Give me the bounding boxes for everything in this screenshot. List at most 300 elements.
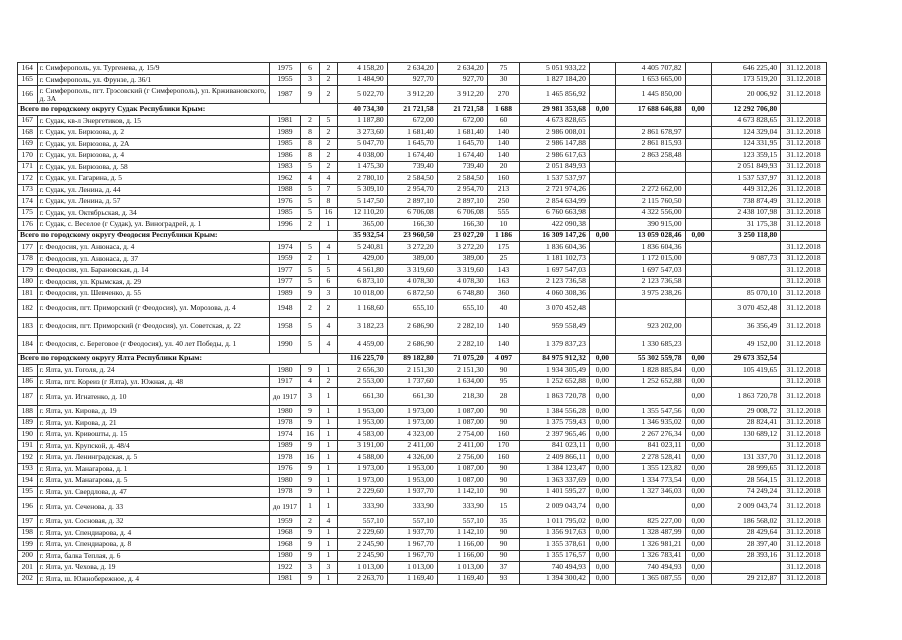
row-number: 175 bbox=[18, 207, 38, 219]
row-address: г. Феодосия, пгт. Приморский (г Феодосия), ул. Морозова, д. 4 bbox=[37, 299, 270, 317]
row-zero-1: 0,00 bbox=[589, 527, 615, 539]
row-area-living: 3 912,20 bbox=[387, 86, 437, 104]
subtotal-area-living: 21 721,58 bbox=[387, 104, 437, 116]
row-cost: 1 934 305,49 bbox=[520, 365, 590, 377]
row-date: 31.12.2018 bbox=[781, 463, 827, 475]
row-year: 1968 bbox=[270, 527, 300, 539]
row-address: г. Ялта, ул. Спендиарова, д. 4 bbox=[37, 527, 270, 539]
row-entrances: 2 bbox=[320, 74, 337, 86]
row-area-living: 3 319,60 bbox=[387, 265, 437, 277]
row-address: г. Феодосия, ул. Анюнаса, д. 4 bbox=[37, 242, 270, 254]
row-date: 31.12.2018 bbox=[781, 440, 827, 452]
row-area-residential: 2 754,00 bbox=[437, 429, 487, 441]
row-year: 1983 bbox=[270, 161, 300, 173]
row-fund-1: 1 346 935,02 bbox=[615, 417, 685, 429]
row-residents: 35 bbox=[487, 516, 520, 528]
row-year: 1996 bbox=[270, 219, 300, 231]
row-address: г. Симферополь, ул. Фрунзе, д. 36/1 bbox=[37, 74, 270, 86]
row-residents: 140 bbox=[487, 335, 520, 353]
row-number: 189 bbox=[18, 417, 38, 429]
row-floors: 9 bbox=[300, 417, 320, 429]
row-area-total: 4 561,80 bbox=[337, 265, 387, 277]
row-area-living: 4 323,00 bbox=[387, 429, 437, 441]
row-fund-1: 841 023,11 bbox=[615, 440, 685, 452]
row-year: 1948 bbox=[270, 299, 300, 317]
row-entrances: 2 bbox=[320, 161, 337, 173]
row-cost: 1 697 547,03 bbox=[520, 265, 590, 277]
row-area-living: 672,00 bbox=[387, 115, 437, 127]
row-number: 181 bbox=[18, 288, 38, 300]
row-zero-2 bbox=[685, 63, 711, 75]
row-residents: 90 bbox=[487, 406, 520, 418]
row-year: 1975 bbox=[270, 63, 300, 75]
row-area-total: 1 475,30 bbox=[337, 161, 387, 173]
row-fund-2: 31 175,38 bbox=[711, 219, 781, 231]
row-fund-2: 4 673 828,65 bbox=[711, 115, 781, 127]
row-area-total: 6 873,10 bbox=[337, 276, 387, 288]
row-address: г. Ялта, балка Теплая, д. 6 bbox=[37, 550, 270, 562]
row-fund-1 bbox=[615, 115, 685, 127]
row-date: 31.12.2018 bbox=[781, 86, 827, 104]
row-floors: 5 bbox=[300, 276, 320, 288]
table-row bbox=[18, 74, 877, 86]
row-zero-2: 0,00 bbox=[685, 475, 711, 487]
row-residents: 75 bbox=[487, 63, 520, 75]
row-address: г. Ялта, ул. Манагарова, д. 5 bbox=[37, 475, 270, 487]
row-area-living: 4 078,30 bbox=[387, 276, 437, 288]
row-residents: 90 bbox=[487, 365, 520, 377]
row-zero-2 bbox=[685, 161, 711, 173]
row-floors: 2 bbox=[300, 253, 320, 265]
row-fund-2: 124 329,04 bbox=[711, 127, 781, 139]
row-fund-1: 2 863 258,48 bbox=[615, 150, 685, 162]
row-fund-1: 2 278 528,41 bbox=[615, 452, 685, 464]
table-row bbox=[18, 475, 877, 487]
row-fund-2: 29 008,72 bbox=[711, 406, 781, 418]
subtotal-zero-2: 0,00 bbox=[685, 230, 711, 242]
row-entrances: 1 bbox=[320, 573, 337, 585]
row-residents: 160 bbox=[487, 452, 520, 464]
row-area-residential: 2 584,50 bbox=[437, 173, 487, 185]
row-zero-1 bbox=[589, 207, 615, 219]
row-area-total: 333,90 bbox=[337, 498, 387, 516]
row-date: 31.12.2018 bbox=[781, 173, 827, 185]
subtotal-row bbox=[18, 104, 877, 116]
row-entrances: 2 bbox=[320, 376, 337, 388]
row-entrances: 16 bbox=[320, 207, 337, 219]
row-entrances: 2 bbox=[320, 86, 337, 104]
row-area-residential: 1 166,00 bbox=[437, 539, 487, 551]
row-area-residential: 2 282,10 bbox=[437, 335, 487, 353]
row-zero-2 bbox=[685, 138, 711, 150]
row-address: г. Ялта, ул. Сеченова, д. 33 bbox=[37, 498, 270, 516]
row-date: 31.12.2018 bbox=[781, 498, 827, 516]
row-year: 1959 bbox=[270, 516, 300, 528]
row-area-total: 429,00 bbox=[337, 253, 387, 265]
row-year: 1977 bbox=[270, 265, 300, 277]
row-zero-2 bbox=[685, 207, 711, 219]
row-residents: 163 bbox=[487, 276, 520, 288]
row-zero-1 bbox=[589, 335, 615, 353]
row-number: 188 bbox=[18, 406, 38, 418]
row-year: 1980 bbox=[270, 550, 300, 562]
row-area-living: 3 272,20 bbox=[387, 242, 437, 254]
row-area-residential: 1 634,00 bbox=[437, 376, 487, 388]
row-date: 31.12.2018 bbox=[781, 161, 827, 173]
row-area-living: 1 953,00 bbox=[387, 463, 437, 475]
row-fund-1: 2 861 678,97 bbox=[615, 127, 685, 139]
row-address: г. Феодосия, ул. Крымская, д. 29 bbox=[37, 276, 270, 288]
row-cost: 4 060 308,36 bbox=[520, 288, 590, 300]
row-cost: 1 384 123,47 bbox=[520, 463, 590, 475]
row-fund-2: 28 824,41 bbox=[711, 417, 781, 429]
row-fund-1 bbox=[615, 498, 685, 516]
row-address: г. Ялта, ш. Южнобережное, д. 4 bbox=[37, 573, 270, 585]
subtotal-title: Всего по городскому округу Судак Республики Крым: bbox=[18, 104, 338, 116]
row-floors: 5 bbox=[300, 207, 320, 219]
row-zero-2: 0,00 bbox=[685, 376, 711, 388]
row-floors: 6 bbox=[300, 63, 320, 75]
row-entrances: 1 bbox=[320, 550, 337, 562]
row-fund-1: 390 915,00 bbox=[615, 219, 685, 231]
row-floors: 5 bbox=[300, 335, 320, 353]
row-floors: 3 bbox=[300, 388, 320, 406]
row-date: 31.12.2018 bbox=[781, 63, 827, 75]
row-residents: 160 bbox=[487, 429, 520, 441]
subtotal-zero-1: 0,00 bbox=[589, 104, 615, 116]
row-residents: 360 bbox=[487, 288, 520, 300]
table-row bbox=[18, 207, 877, 219]
row-year: 1989 bbox=[270, 288, 300, 300]
row-area-total: 4 583,00 bbox=[337, 429, 387, 441]
row-year: 1974 bbox=[270, 429, 300, 441]
row-number: 182 bbox=[18, 299, 38, 317]
registry-sheet bbox=[17, 62, 877, 585]
row-cost: 2 721 974,26 bbox=[520, 184, 590, 196]
row-fund-1: 1 836 604,36 bbox=[615, 242, 685, 254]
row-number: 169 bbox=[18, 138, 38, 150]
housing-registry-table bbox=[17, 62, 877, 585]
row-floors: 5 bbox=[300, 184, 320, 196]
row-year: 1985 bbox=[270, 138, 300, 150]
table-row bbox=[18, 498, 877, 516]
row-fund-2: 1 863 720,78 bbox=[711, 388, 781, 406]
row-area-total: 1 484,90 bbox=[337, 74, 387, 86]
row-fund-1: 1 828 885,84 bbox=[615, 365, 685, 377]
row-zero-2 bbox=[685, 276, 711, 288]
row-floors: 3 bbox=[300, 562, 320, 574]
row-date: 31.12.2018 bbox=[781, 475, 827, 487]
table-row bbox=[18, 562, 877, 574]
row-area-total: 4 588,00 bbox=[337, 452, 387, 464]
subtotal-row bbox=[18, 353, 877, 365]
row-number: 190 bbox=[18, 429, 38, 441]
row-area-residential: 2 634,20 bbox=[437, 63, 487, 75]
row-address: г. Судак, ул. Бирюзова, д. 4 bbox=[37, 150, 270, 162]
subtotal-zero-1: 0,00 bbox=[589, 353, 615, 365]
row-date: 31.12.2018 bbox=[781, 299, 827, 317]
row-address: г. Ялта, пгт. Кореиз (г Ялта), ул. Южная, д. 48 bbox=[37, 376, 270, 388]
row-zero-1 bbox=[589, 86, 615, 104]
row-area-residential: 1 013,00 bbox=[437, 562, 487, 574]
row-zero-1: 0,00 bbox=[589, 376, 615, 388]
row-year: 1917 bbox=[270, 376, 300, 388]
table-row bbox=[18, 173, 877, 185]
row-zero-1: 0,00 bbox=[589, 475, 615, 487]
row-address: г. Феодосия, пгт. Приморский (г Феодосия), ул. Советская, д. 22 bbox=[37, 317, 270, 335]
row-area-total: 1 187,80 bbox=[337, 115, 387, 127]
row-area-living: 1 967,70 bbox=[387, 539, 437, 551]
row-residents: 270 bbox=[487, 86, 520, 104]
row-area-residential: 3 912,20 bbox=[437, 86, 487, 104]
row-area-living: 557,10 bbox=[387, 516, 437, 528]
row-zero-1: 0,00 bbox=[589, 516, 615, 528]
row-floors: 5 bbox=[300, 265, 320, 277]
row-year: 1989 bbox=[270, 440, 300, 452]
row-cost: 1 827 184,20 bbox=[520, 74, 590, 86]
row-fund-1: 1 445 850,00 bbox=[615, 86, 685, 104]
row-residents: 90 bbox=[487, 527, 520, 539]
row-floors: 9 bbox=[300, 288, 320, 300]
row-residents: 143 bbox=[487, 265, 520, 277]
row-number: 193 bbox=[18, 463, 38, 475]
row-cost: 2 986 008,01 bbox=[520, 127, 590, 139]
table-row bbox=[18, 406, 877, 418]
row-area-total: 5 022,70 bbox=[337, 86, 387, 104]
row-area-living: 1 169,40 bbox=[387, 573, 437, 585]
row-area-total: 1 953,00 bbox=[337, 417, 387, 429]
subtotal-date-empty bbox=[781, 230, 827, 242]
table-row bbox=[18, 317, 877, 335]
row-cost: 1 394 300,42 bbox=[520, 573, 590, 585]
row-zero-1 bbox=[589, 127, 615, 139]
row-number: 200 bbox=[18, 550, 38, 562]
row-cost: 2 051 849,93 bbox=[520, 161, 590, 173]
row-area-residential: 166,30 bbox=[437, 219, 487, 231]
row-cost: 1 537 537,97 bbox=[520, 173, 590, 185]
row-cost: 4 673 828,65 bbox=[520, 115, 590, 127]
row-area-total: 3 273,60 bbox=[337, 127, 387, 139]
row-zero-1: 0,00 bbox=[589, 498, 615, 516]
subtotal-area-residential: 23 027,20 bbox=[437, 230, 487, 242]
row-entrances: 1 bbox=[320, 440, 337, 452]
subtotal-fund-2: 12 292 706,80 bbox=[711, 104, 781, 116]
row-number: 177 bbox=[18, 242, 38, 254]
row-number: 174 bbox=[18, 196, 38, 208]
subtotal-title: Всего по городскому округу Ялта Республики Крым: bbox=[18, 353, 338, 365]
row-number: 192 bbox=[18, 452, 38, 464]
row-zero-2: 0,00 bbox=[685, 486, 711, 498]
row-cost: 2 409 866,11 bbox=[520, 452, 590, 464]
row-residents: 93 bbox=[487, 573, 520, 585]
row-fund-1 bbox=[615, 161, 685, 173]
row-year: 1987 bbox=[270, 86, 300, 104]
row-date: 31.12.2018 bbox=[781, 417, 827, 429]
row-entrances: 1 bbox=[320, 406, 337, 418]
row-entrances: 1 bbox=[320, 365, 337, 377]
row-zero-2 bbox=[685, 173, 711, 185]
row-zero-1 bbox=[589, 299, 615, 317]
row-fund-1: 1 334 773,54 bbox=[615, 475, 685, 487]
row-area-living: 1 645,70 bbox=[387, 138, 437, 150]
row-address: г. Ялта, ул. Кирова, д. 21 bbox=[37, 417, 270, 429]
row-year: 1986 bbox=[270, 150, 300, 162]
row-entrances: 7 bbox=[320, 184, 337, 196]
row-fund-2: 49 152,00 bbox=[711, 335, 781, 353]
row-cost: 1 465 856,92 bbox=[520, 86, 590, 104]
row-date: 31.12.2018 bbox=[781, 219, 827, 231]
row-cost: 1 863 720,78 bbox=[520, 388, 590, 406]
row-cost: 1 384 556,28 bbox=[520, 406, 590, 418]
row-number: 170 bbox=[18, 150, 38, 162]
row-number: 183 bbox=[18, 317, 38, 335]
row-zero-2: 0,00 bbox=[685, 388, 711, 406]
row-zero-1 bbox=[589, 161, 615, 173]
row-fund-1: 1 355 123,82 bbox=[615, 463, 685, 475]
row-zero-1 bbox=[589, 63, 615, 75]
row-year: 1981 bbox=[270, 573, 300, 585]
row-fund-2: 449 312,26 bbox=[711, 184, 781, 196]
row-area-residential: 1 674,40 bbox=[437, 150, 487, 162]
row-entrances: 5 bbox=[320, 115, 337, 127]
row-residents: 140 bbox=[487, 317, 520, 335]
row-area-living: 2 686,90 bbox=[387, 335, 437, 353]
row-area-residential: 2 411,00 bbox=[437, 440, 487, 452]
row-number: 185 bbox=[18, 365, 38, 377]
row-area-residential: 1 169,40 bbox=[437, 573, 487, 585]
row-residents: 213 bbox=[487, 184, 520, 196]
row-fund-2: 2 051 849,93 bbox=[711, 161, 781, 173]
row-zero-2 bbox=[685, 219, 711, 231]
row-zero-2: 0,00 bbox=[685, 452, 711, 464]
row-residents: 30 bbox=[487, 74, 520, 86]
row-cost: 1 836 604,36 bbox=[520, 242, 590, 254]
row-area-total: 2 245,90 bbox=[337, 539, 387, 551]
row-fund-1 bbox=[615, 388, 685, 406]
row-area-residential: 218,30 bbox=[437, 388, 487, 406]
row-address: г. Судак, ул. Гагарина, д. 5 bbox=[37, 173, 270, 185]
row-zero-2: 0,00 bbox=[685, 527, 711, 539]
row-address: г. Ялта, ул. Кирова, д. 19 bbox=[37, 406, 270, 418]
row-date: 31.12.2018 bbox=[781, 550, 827, 562]
row-area-living: 1 674,40 bbox=[387, 150, 437, 162]
row-floors: 9 bbox=[300, 463, 320, 475]
row-entrances: 6 bbox=[320, 276, 337, 288]
row-cost: 1 355 176,57 bbox=[520, 550, 590, 562]
row-year: 1958 bbox=[270, 317, 300, 335]
row-entrances: 8 bbox=[320, 196, 337, 208]
row-date: 31.12.2018 bbox=[781, 365, 827, 377]
row-year: 1988 bbox=[270, 184, 300, 196]
row-address: г. Судак, ул. Бирюзова, д. 2 bbox=[37, 127, 270, 139]
row-zero-2: 0,00 bbox=[685, 516, 711, 528]
row-area-total: 2 229,60 bbox=[337, 527, 387, 539]
row-zero-2 bbox=[685, 74, 711, 86]
row-area-total: 3 191,00 bbox=[337, 440, 387, 452]
row-zero-1 bbox=[589, 288, 615, 300]
row-floors: 9 bbox=[300, 440, 320, 452]
row-area-living: 661,30 bbox=[387, 388, 437, 406]
row-fund-2: 29 212,87 bbox=[711, 573, 781, 585]
row-year: до 1917 bbox=[270, 388, 300, 406]
row-address: г. Ялта, ул. Манагарова, д. 1 bbox=[37, 463, 270, 475]
row-fund-2: 28 999,65 bbox=[711, 463, 781, 475]
row-entrances: 4 bbox=[320, 516, 337, 528]
row-year: 1980 bbox=[270, 406, 300, 418]
row-number: 164 bbox=[18, 63, 38, 75]
row-year: 1980 bbox=[270, 475, 300, 487]
row-cost: 6 760 663,98 bbox=[520, 207, 590, 219]
row-fund-2 bbox=[711, 242, 781, 254]
row-fund-1: 4 405 707,82 bbox=[615, 63, 685, 75]
row-fund-1: 740 494,93 bbox=[615, 562, 685, 574]
row-fund-2: 186 568,02 bbox=[711, 516, 781, 528]
table-row bbox=[18, 150, 877, 162]
row-area-total: 5 309,10 bbox=[337, 184, 387, 196]
subtotal-cost: 84 975 912,32 bbox=[520, 353, 590, 365]
row-fund-1: 1 330 685,23 bbox=[615, 335, 685, 353]
row-area-residential: 3 319,60 bbox=[437, 265, 487, 277]
row-address: г. Судак, ул. Бирюзова, д. 2А bbox=[37, 138, 270, 150]
row-year: 1978 bbox=[270, 417, 300, 429]
row-area-total: 2 656,30 bbox=[337, 365, 387, 377]
row-area-residential: 1 681,40 bbox=[437, 127, 487, 139]
table-row bbox=[18, 486, 877, 498]
row-area-living: 655,10 bbox=[387, 299, 437, 317]
row-zero-1: 0,00 bbox=[589, 486, 615, 498]
row-area-living: 389,00 bbox=[387, 253, 437, 265]
row-zero-1 bbox=[589, 115, 615, 127]
subtotal-area-total: 35 932,54 bbox=[337, 230, 387, 242]
row-fund-2: 130 689,12 bbox=[711, 429, 781, 441]
row-residents: 40 bbox=[487, 299, 520, 317]
row-entrances: 4 bbox=[320, 317, 337, 335]
row-cost: 2 986 147,88 bbox=[520, 138, 590, 150]
row-number: 186 bbox=[18, 376, 38, 388]
row-residents: 90 bbox=[487, 475, 520, 487]
row-area-living: 2 584,50 bbox=[387, 173, 437, 185]
row-fund-1: 825 227,00 bbox=[615, 516, 685, 528]
row-area-residential: 389,00 bbox=[437, 253, 487, 265]
row-area-residential: 333,90 bbox=[437, 498, 487, 516]
row-area-total: 4 038,00 bbox=[337, 150, 387, 162]
row-cost: 1 355 378,61 bbox=[520, 539, 590, 551]
row-residents: 90 bbox=[487, 539, 520, 551]
subtotal-date-empty bbox=[781, 104, 827, 116]
row-residents: 140 bbox=[487, 138, 520, 150]
row-residents: 90 bbox=[487, 550, 520, 562]
row-floors: 9 bbox=[300, 406, 320, 418]
row-entrances: 1 bbox=[320, 475, 337, 487]
row-area-total: 557,10 bbox=[337, 516, 387, 528]
table-row bbox=[18, 219, 877, 231]
row-year: 1985 bbox=[270, 207, 300, 219]
row-area-total: 3 182,23 bbox=[337, 317, 387, 335]
table-row bbox=[18, 440, 877, 452]
row-area-living: 6 872,50 bbox=[387, 288, 437, 300]
row-fund-2 bbox=[711, 276, 781, 288]
row-residents: 90 bbox=[487, 463, 520, 475]
row-entrances: 1 bbox=[320, 429, 337, 441]
row-year: 1976 bbox=[270, 463, 300, 475]
table-row bbox=[18, 86, 877, 104]
row-number: 172 bbox=[18, 173, 38, 185]
row-zero-1 bbox=[589, 242, 615, 254]
subtotal-fund-2: 3 250 118,80 bbox=[711, 230, 781, 242]
row-area-residential: 672,00 bbox=[437, 115, 487, 127]
row-number: 201 bbox=[18, 562, 38, 574]
row-cost: 1 379 837,23 bbox=[520, 335, 590, 353]
